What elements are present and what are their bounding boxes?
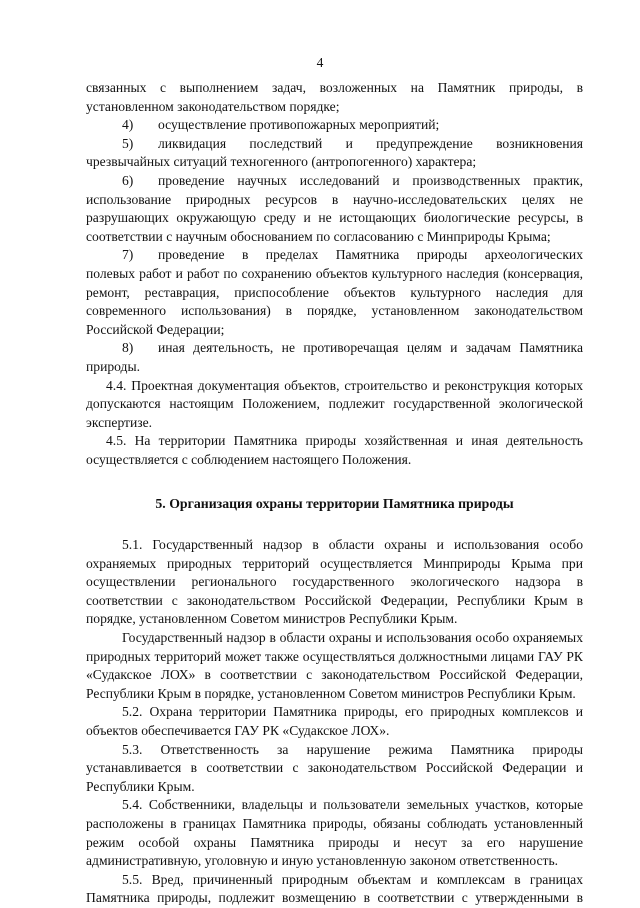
- paragraph-5-5: 5.5. Вред, причиненный природным объектам и комплексам в границах Памятника природы, подлежит возмещению в соответствии с утвержденными в: [86, 871, 583, 906]
- list-item-continuation: полевых работ и работ по сохранению объектов культурного наследия (консервация, ремонт, реставрация, приспособление объектов культурного наследия для современного использования) в порядке, установленном законодательством Российской Федерации;: [86, 265, 583, 337]
- numbered-list: [86, 116, 583, 376]
- list-item-number: 5): [122, 135, 134, 151]
- list-item-number: 8): [122, 340, 134, 356]
- list-item-text: иная деятельность, не противоречащая целям и задачам Памятника: [158, 340, 583, 356]
- list-item-text: проведение научных исследований и производственных практик,: [158, 172, 583, 188]
- paragraph-4-5: 4.5. На территории Памятника природы хозяйственная и иная деятельность осуществляется с соблюдением настоящего Положения.: [86, 433, 583, 467]
- list-item-number: 6): [122, 172, 134, 188]
- document-body: [86, 79, 583, 908]
- list-item: [86, 135, 583, 172]
- paragraph-5-3: 5.3. Ответственность за нарушение режима Памятника природы устанавливается в соответствии с законодательством Российской Федерации и Республики Крым.: [86, 741, 583, 794]
- list-item-continuation: использование природных ресурсов в научно-исследовательских целях не разрушающих окружающую среду и не истощающих биологические ресурсы, в соответствии с научным обоснованием по согласованию с Минприроды Крыма;: [86, 191, 583, 244]
- paragraph-5-2: 5.2. Охрана территории Памятника природы, его природных комплексов и объектов обеспечивается ГАУ РК «Судакское ЛОХ».: [86, 704, 583, 738]
- list-item-text: осуществление противопожарных мероприятий;: [158, 117, 440, 133]
- list-item: [86, 246, 583, 339]
- paragraph-5-1-continued: Государственный надзор в области охраны и использования особо охраняемых природных территорий может также осуществляться должностными лицами ГАУ РК «Судакское ЛОХ» в соответствии с законодательством Российской Федерации, Республики Крым в порядке, установленном Советом министров Республики Крым.: [86, 630, 583, 701]
- page-number: 4: [316, 55, 324, 70]
- list-item-text: ликвидация последствий и предупреждение возникновения: [158, 135, 583, 151]
- paragraph-continuation: связанных с выполнением задач, возложенных на Памятник природы, в установленном законодательством порядке;: [86, 80, 583, 114]
- list-item: [86, 339, 583, 376]
- paragraph-4-4: 4.4. Проектная документация объектов, строительство и реконструкция которых допускаются настоящим Положением, подлежит государственной экологической экспертизе.: [86, 377, 583, 430]
- list-item-text: проведение в пределах Памятника природы археологических: [158, 247, 583, 263]
- list-item: [86, 172, 583, 246]
- section-heading: 5. Организация охраны территории Памятника природы: [155, 496, 514, 512]
- list-item-continuation: природы.: [86, 358, 140, 374]
- list-item-continuation: чрезвычайных ситуаций техногенного (антропогенного) характера;: [86, 154, 477, 170]
- list-item-number: 4): [122, 117, 134, 133]
- paragraph-5-4: 5.4. Собственники, владельцы и пользователи земельных участков, которые расположены в границах Памятника природы, обязаны соблюдать установленный режим особой охраны Памятника природы и несут за его нарушение административную, уголовную и иную установленную законом ответственность.: [86, 797, 583, 869]
- list-item: [86, 116, 583, 135]
- list-item-number: 7): [122, 247, 134, 263]
- paragraph-5-1: 5.1. Государственный надзор в области охраны и использования особо охраняемых природных территорий осуществляется Минприроды Крыма при осуществлении регионального государственного экологического надзора в соответствии с законодательством Российской Федерации, Республики Крым в порядке, установленном Советом министров Республики Крым.: [86, 537, 583, 627]
